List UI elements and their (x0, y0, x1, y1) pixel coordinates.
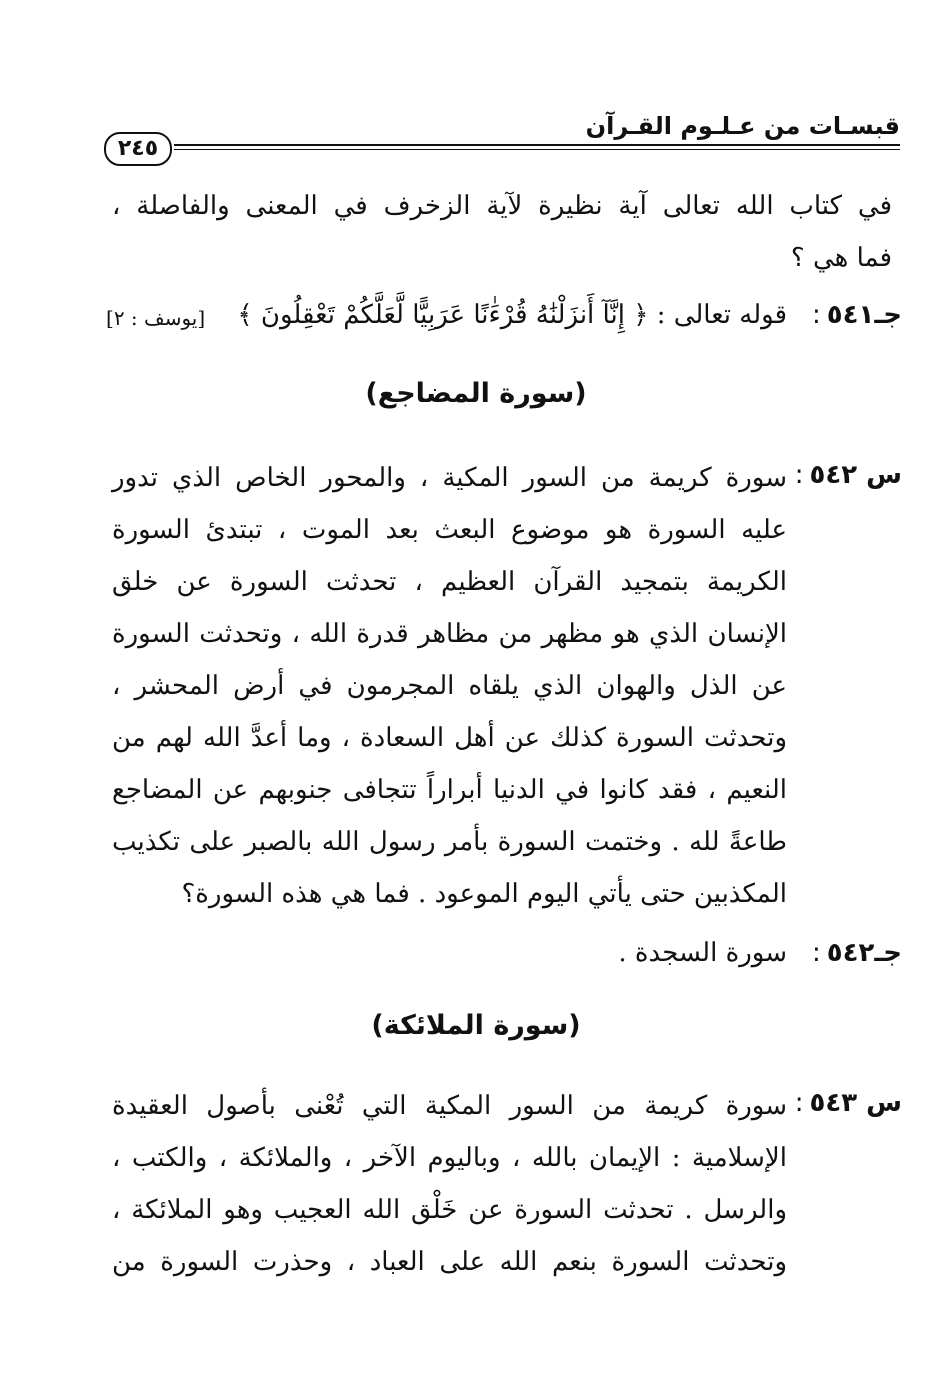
question-text-542 (112, 452, 787, 920)
text-line: وتحدثت السورة بنعم الله على العباد ، وحذرت السورة من (112, 1247, 787, 1277)
text-line: وتحدثت السورة كذلك عن أهل السعادة ، وما أعدَّ الله لهم من (112, 723, 787, 753)
answer-marker-541: جـ٥٤١: (812, 300, 902, 330)
text-line: في كتاب الله تعالى آية نظيرة لآية الزخرف في المعنى والفاصلة ، (112, 191, 892, 221)
text-line: سورة كريمة من السور المكية ، والمحور الخاص الذي تدور (112, 463, 787, 493)
question-marker-543: س ٥٤٣: (794, 1088, 902, 1118)
page-number: ٢٤٥ (104, 132, 172, 166)
text-line: الإنسان الذي هو مظهر من مظاهر قدرة الله ، وتحدثت السورة (112, 619, 787, 649)
running-title: قبسـات من عـلـوم القـرآن (585, 112, 900, 140)
text-line: والرسل . تحدثت السورة عن خَلْق الله العجيب وهو الملائكة ، (112, 1195, 787, 1225)
text-line: الإسلامية : الإيمان بالله ، وباليوم الآخر ، والملائكة ، والكتب ، (112, 1143, 787, 1173)
text-line: الكريمة بتمجيد القرآن العظيم ، تحدثت السورة عن خلق (112, 567, 787, 597)
section-title: (سورة الملائكة) (371, 1010, 581, 1041)
answer-text-541: قوله تعالى : ﴿ إِنَّآ أَنزَلْنَٰهُ قُرْءَٰنًا عَرَبِيًّا لَّعَلَّكُمْ تَعْقِلُونَ ﴾ (237, 300, 787, 330)
question-marker-542: س ٥٤٢: (794, 460, 902, 490)
text-line: فما هي ؟ (790, 243, 892, 273)
header-rule (174, 144, 900, 146)
question-text-543 (112, 1080, 787, 1288)
text-line: النعيم ، فقد كانوا في الدنيا أبراراً تتجافى جنوبهم عن المضاجع (112, 775, 787, 805)
answer-text-542: سورة السجدة . (618, 938, 787, 968)
text-line: عن الذل والهوان الذي يلقاه المجرمون في أرض المحشر ، (112, 671, 787, 701)
text-line: المكذبين حتى يأتي اليوم الموعود . فما هي هذه السورة؟ (181, 879, 787, 909)
text-line: سورة كريمة من السور المكية التي تُعْنى بأصول العقيدة (112, 1091, 787, 1121)
intro-text (112, 180, 892, 284)
text-line: طاعةً لله . وختمت السورة بأمر رسول الله بالصبر على تكذيب (112, 827, 787, 857)
verse-reference: [يوسف : ٢] (106, 306, 206, 330)
text-line: عليه السورة هو موضوع البعث بعد الموت ، تبتدئ السورة (112, 515, 787, 545)
header-rule-thin (174, 149, 900, 150)
answer-marker-542: جـ٥٤٢: (812, 938, 902, 968)
page-header (104, 108, 900, 161)
section-title: (سورة المضاجع) (365, 378, 587, 409)
